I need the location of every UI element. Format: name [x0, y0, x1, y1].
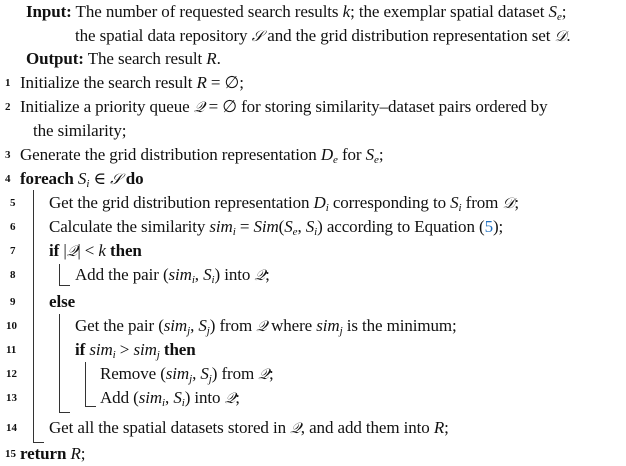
line-number: 12 — [6, 368, 17, 380]
line-number: 5 — [10, 197, 16, 209]
output-label: Output: — [26, 49, 84, 68]
line-number: 1 — [5, 77, 11, 89]
line-number: 10 — [6, 320, 17, 332]
line-number: 14 — [6, 422, 17, 434]
line-number: 15 — [5, 448, 16, 460]
line-number: 3 — [5, 149, 11, 161]
line-number: 13 — [6, 392, 17, 404]
else-block-marker — [59, 314, 70, 413]
inner-if-block-marker — [85, 362, 96, 407]
line-number: 9 — [10, 296, 16, 308]
line-number: 2 — [5, 101, 11, 113]
line-number: 8 — [10, 269, 16, 281]
line-number: 7 — [10, 245, 16, 257]
line-number: 11 — [6, 344, 17, 356]
equation-reference-link[interactable]: 5 — [484, 217, 493, 236]
line-number: 6 — [10, 221, 16, 233]
line-number: 4 — [5, 173, 11, 185]
if-block-marker — [59, 264, 70, 286]
input-label: Input: — [26, 2, 72, 21]
foreach-block-marker — [33, 190, 44, 443]
